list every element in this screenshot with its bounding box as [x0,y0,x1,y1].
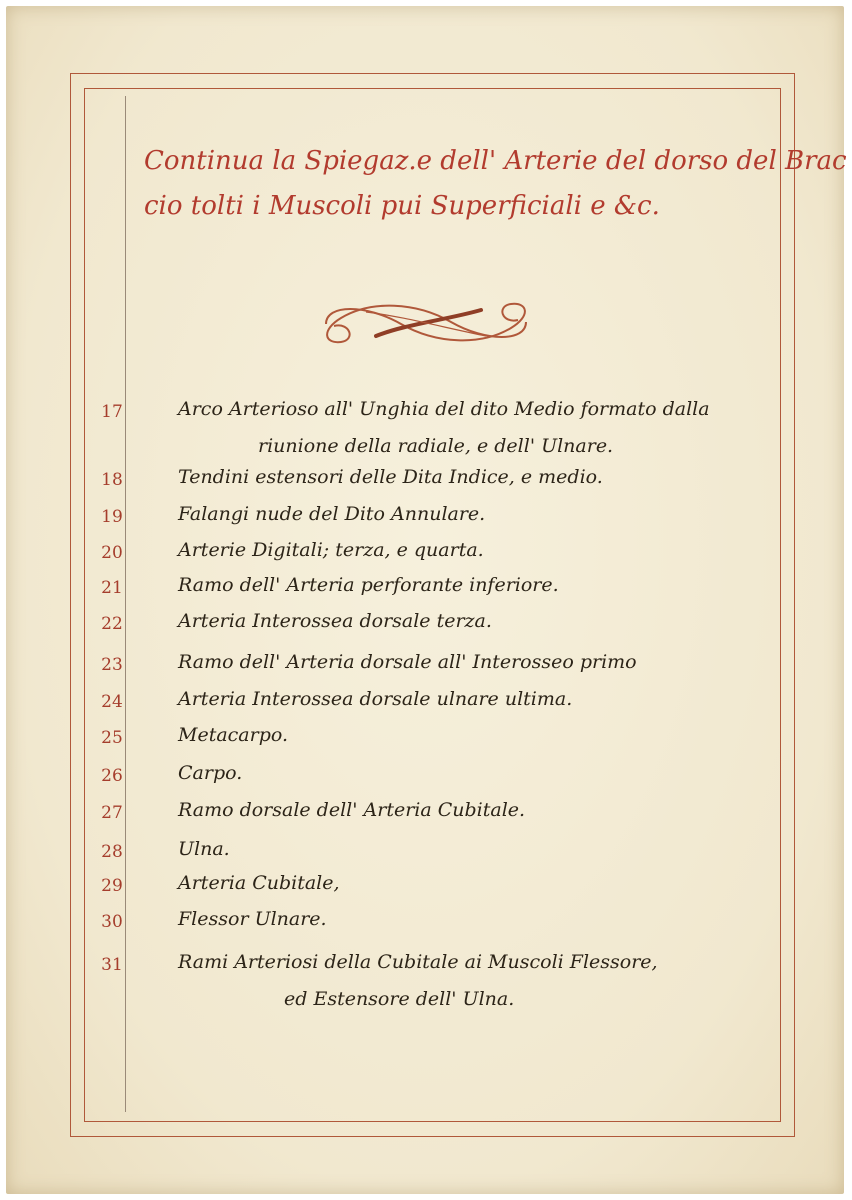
entry-number: 23 [101,655,123,675]
entry-text: Flessor Ulnare. [178,908,327,930]
entry-number: 17 [101,402,123,422]
calligraphic-flourish-ornament [306,294,546,352]
entry-text: Arco Arterioso all' Unghia del dito Medio formato dalla [178,398,710,420]
entry-text: Metacarpo. [178,724,289,746]
entry-text: Falangi nude del Dito Annulare. [178,503,486,525]
entry-text: Ramo dorsale dell' Arteria Cubitale. [178,799,526,821]
entry-number: 24 [101,692,123,712]
entry-text-continuation: ed Estensore dell' Ulna. [284,988,515,1010]
title-line-2: cio tolti i Muscoli pui Superficiali e &c. [144,191,660,221]
entry-number: 29 [101,876,123,896]
entry-number: 27 [101,803,123,823]
entry-text: Arteria Cubitale, [178,872,340,894]
entry-number: 25 [101,728,123,748]
entry-text-continuation: riunione della radiale, e dell' Ulnare. [258,435,614,457]
entry-number: 21 [101,578,123,598]
entry-text: Arterie Digitali; terza, e quarta. [178,539,484,561]
entry-number: 26 [101,766,123,786]
entry-text: Arteria Interossea dorsale ulnare ultima. [178,688,573,710]
entry-number: 31 [101,955,123,975]
entry-number: 30 [101,912,123,932]
entry-text: Rami Arteriosi della Cubitale ai Muscoli Flessore, [178,951,658,973]
entry-text: Ramo dell' Arteria perforante inferiore. [178,574,559,596]
entry-text: Ramo dell' Arteria dorsale all' Interosseo primo [178,651,637,673]
entry-number: 28 [101,842,123,862]
entry-text: Arteria Interossea dorsale terza. [178,610,492,632]
title-line-1: Continua la Spiegaz.e dell' Arterie del dorso del Brac [144,146,847,176]
entry-text: Tendini estensori delle Dita Indice, e medio. [178,466,603,488]
entry-text: Carpo. [178,762,243,784]
entry-number: 20 [101,543,123,563]
paper-sheet [6,6,847,1194]
entry-number: 22 [101,614,123,634]
entry-text: Ulna. [178,838,230,860]
entry-number: 19 [101,507,123,527]
entry-number: 18 [101,470,123,490]
page-title [144,139,847,229]
